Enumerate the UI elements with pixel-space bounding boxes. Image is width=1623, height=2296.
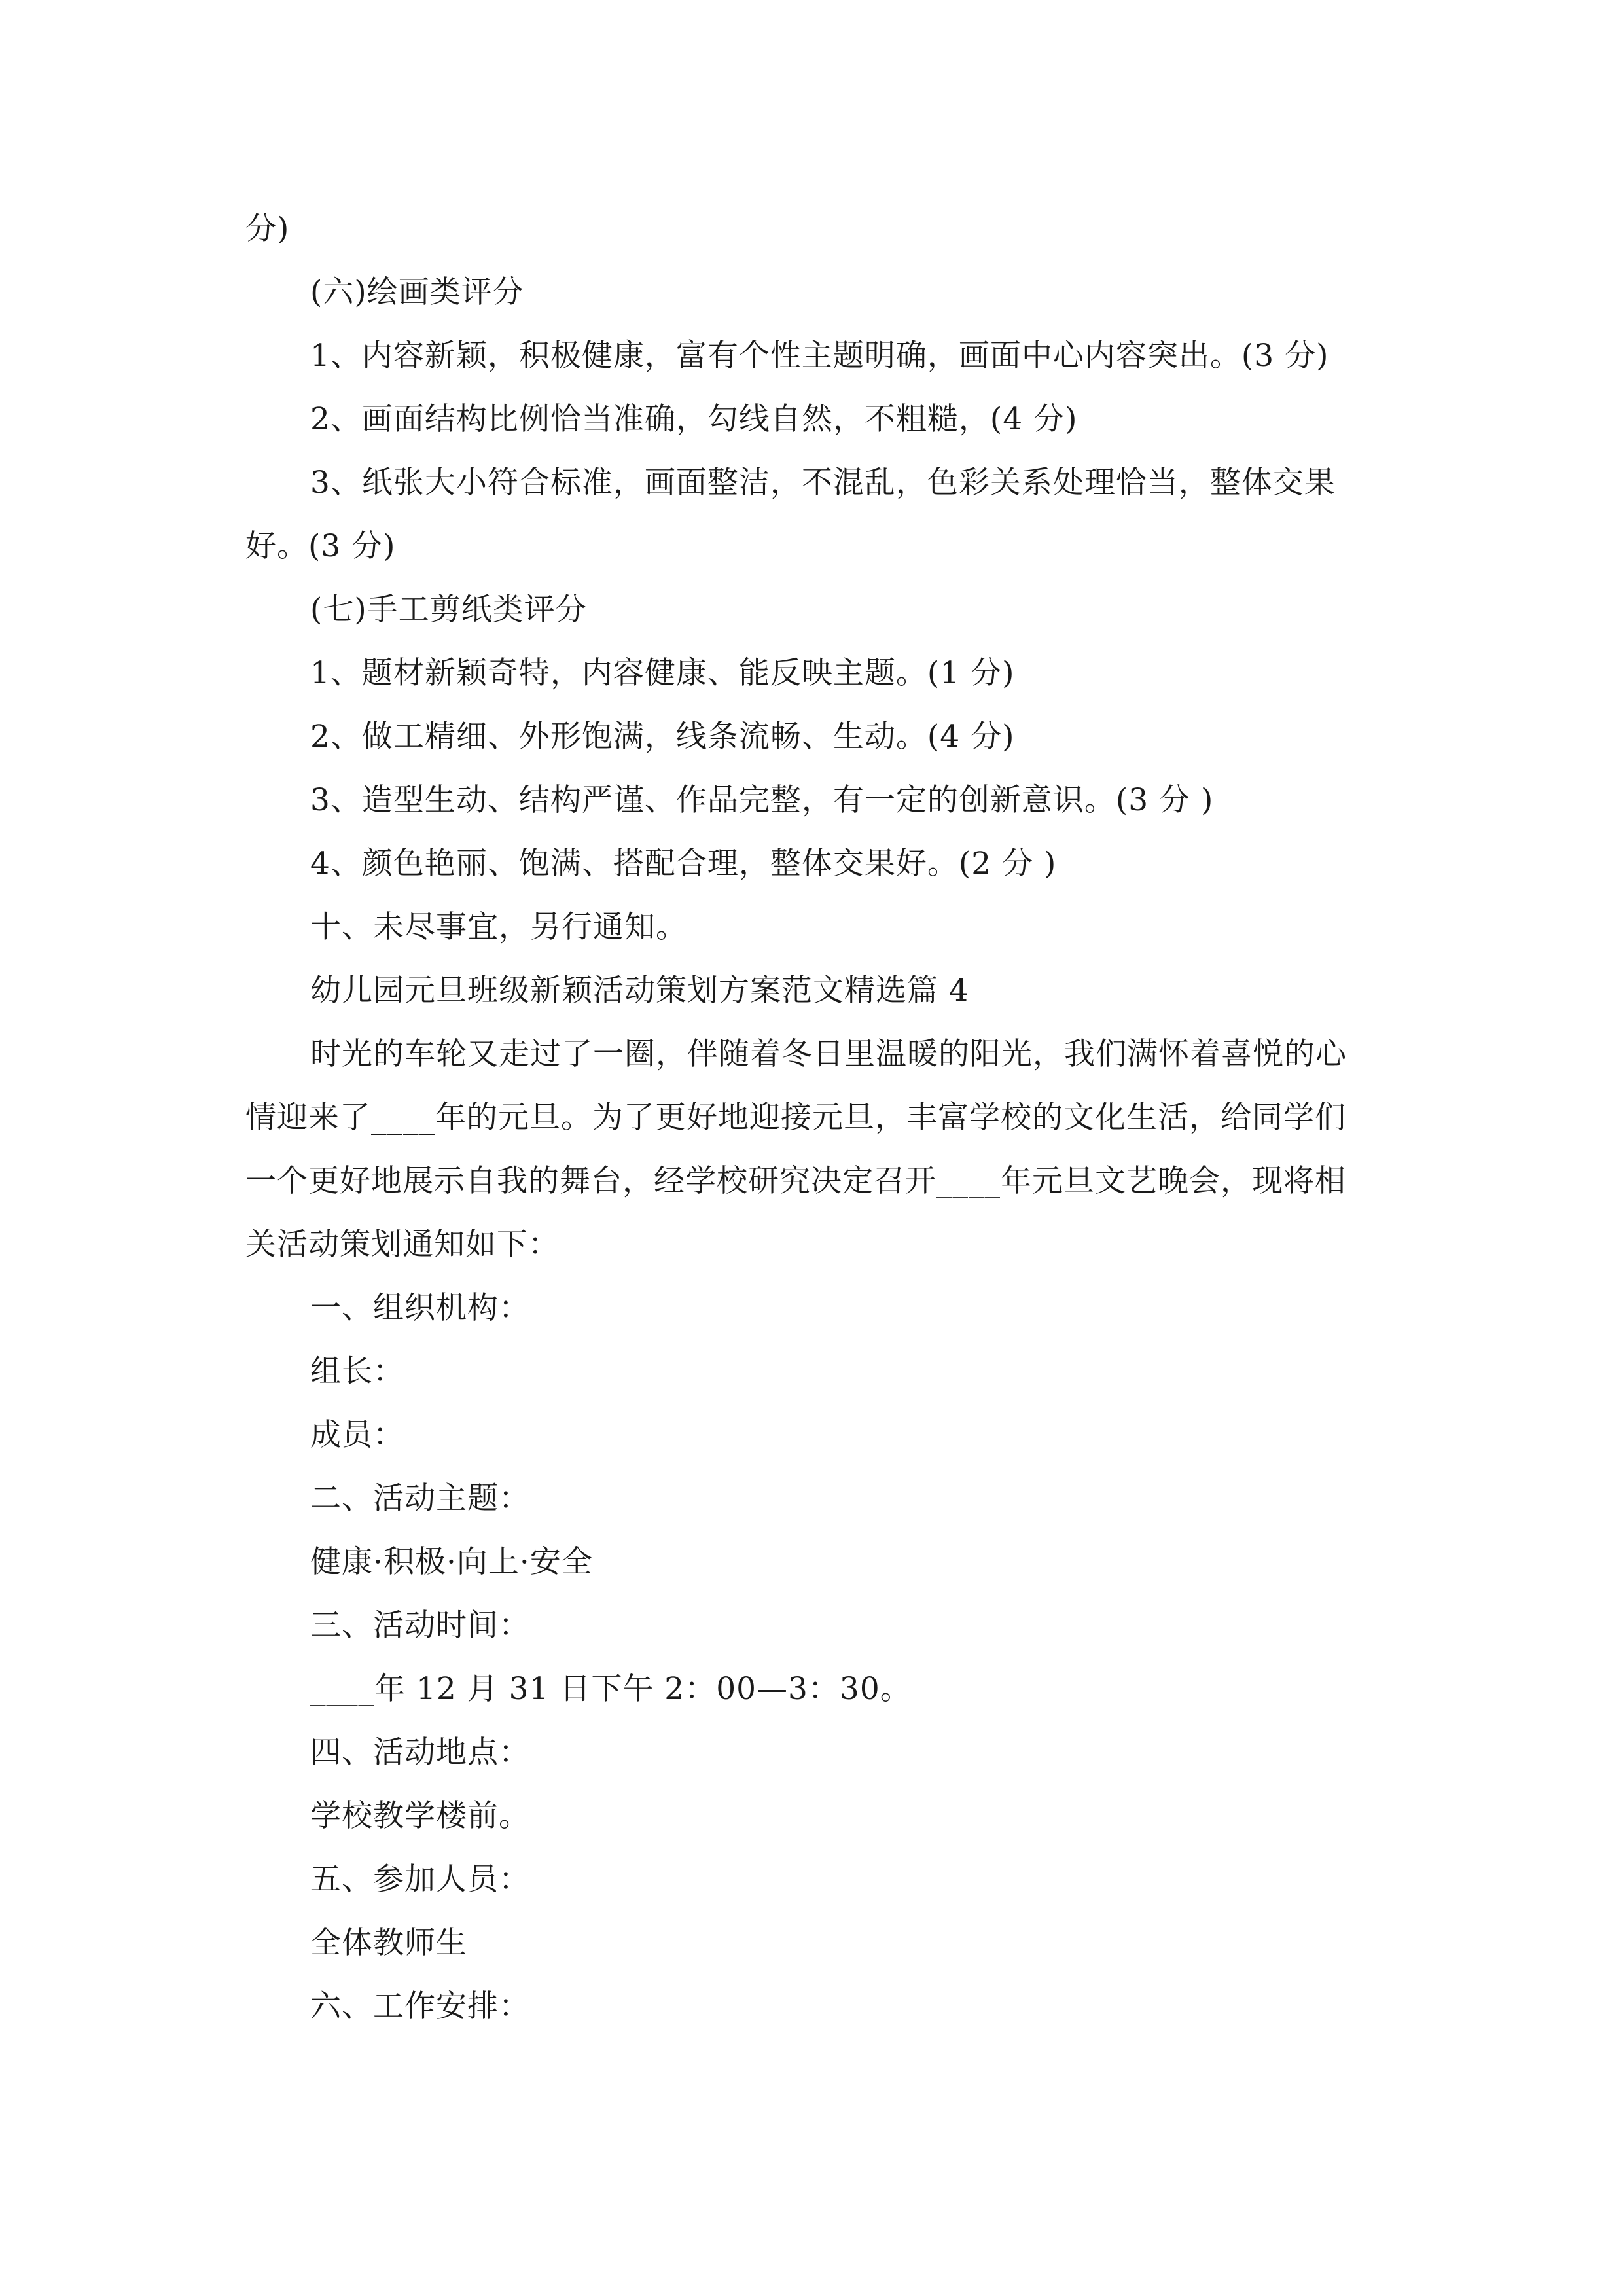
text-line: 健康·积极·向上·安全 xyxy=(310,1544,593,1580)
text-line: 关活动策划通知如下： xyxy=(245,1227,560,1263)
section-heading: 二、活动主题： xyxy=(310,1480,530,1516)
text-line: 一个更好地展示自我的舞台，经学校研究决定召开____年元旦文艺晚会，现将相 xyxy=(245,1163,1346,1199)
text-line: 2、画面结构比例恰当准确，勾线自然，不粗糙，(4 分) xyxy=(310,401,1078,437)
text-line: 情迎来了____年的元旦。为了更好地迎接元旦，丰富学校的文化生活，给同学们 xyxy=(245,1100,1346,1136)
text-line: 1、题材新颖奇特，内容健康、能反映主题。(1 分) xyxy=(310,655,1015,691)
article-title: 幼儿园元旦班级新颖活动策划方案范文精选篇 4 xyxy=(310,973,969,1009)
text-line: ____年 12 月 31 日下午 2：00—3：30。 xyxy=(310,1671,912,1707)
text-line: 组长： xyxy=(310,1354,404,1390)
text-line: 2、做工精细、外形饱满，线条流畅、生动。(4 分) xyxy=(310,719,1015,755)
section-heading: 六、工作安排： xyxy=(310,1988,530,2024)
section-heading: (六)绘画类评分 xyxy=(310,274,524,310)
text-line: 3、造型生动、结构严谨、作品完整，有一定的创新意识。(3 分 ) xyxy=(310,782,1214,818)
section-heading: 一、组织机构： xyxy=(310,1290,530,1326)
text-line: 3、纸张大小符合标准，画面整洁，不混乱，色彩关系处理恰当，整体交果 xyxy=(310,465,1336,501)
section-heading: 三、活动时间： xyxy=(310,1607,530,1643)
text-line: 4、颜色艳丽、饱满、搭配合理，整体交果好。(2 分 ) xyxy=(310,846,1057,882)
text-line: 时光的车轮又走过了一圈，伴随着冬日里温暖的阳光，我们满怀着喜悦的心 xyxy=(310,1036,1347,1072)
text-line: 学校教学楼前。 xyxy=(310,1798,530,1834)
section-heading: (七)手工剪纸类评分 xyxy=(310,592,587,628)
text-line: 好。(3 分) xyxy=(245,528,396,564)
text-line: 全体教师生 xyxy=(310,1925,467,1961)
text-line: 成员： xyxy=(310,1417,404,1453)
text-line: 十、未尽事宜，另行通知。 xyxy=(310,909,687,945)
section-heading: 五、参加人员： xyxy=(310,1861,530,1897)
section-heading: 四、活动地点： xyxy=(310,1734,530,1770)
text-line: 分) xyxy=(245,211,290,247)
text-line: 1、内容新颖，积极健康，富有个性主题明确，画面中心内容突出。(3 分) xyxy=(310,338,1329,374)
